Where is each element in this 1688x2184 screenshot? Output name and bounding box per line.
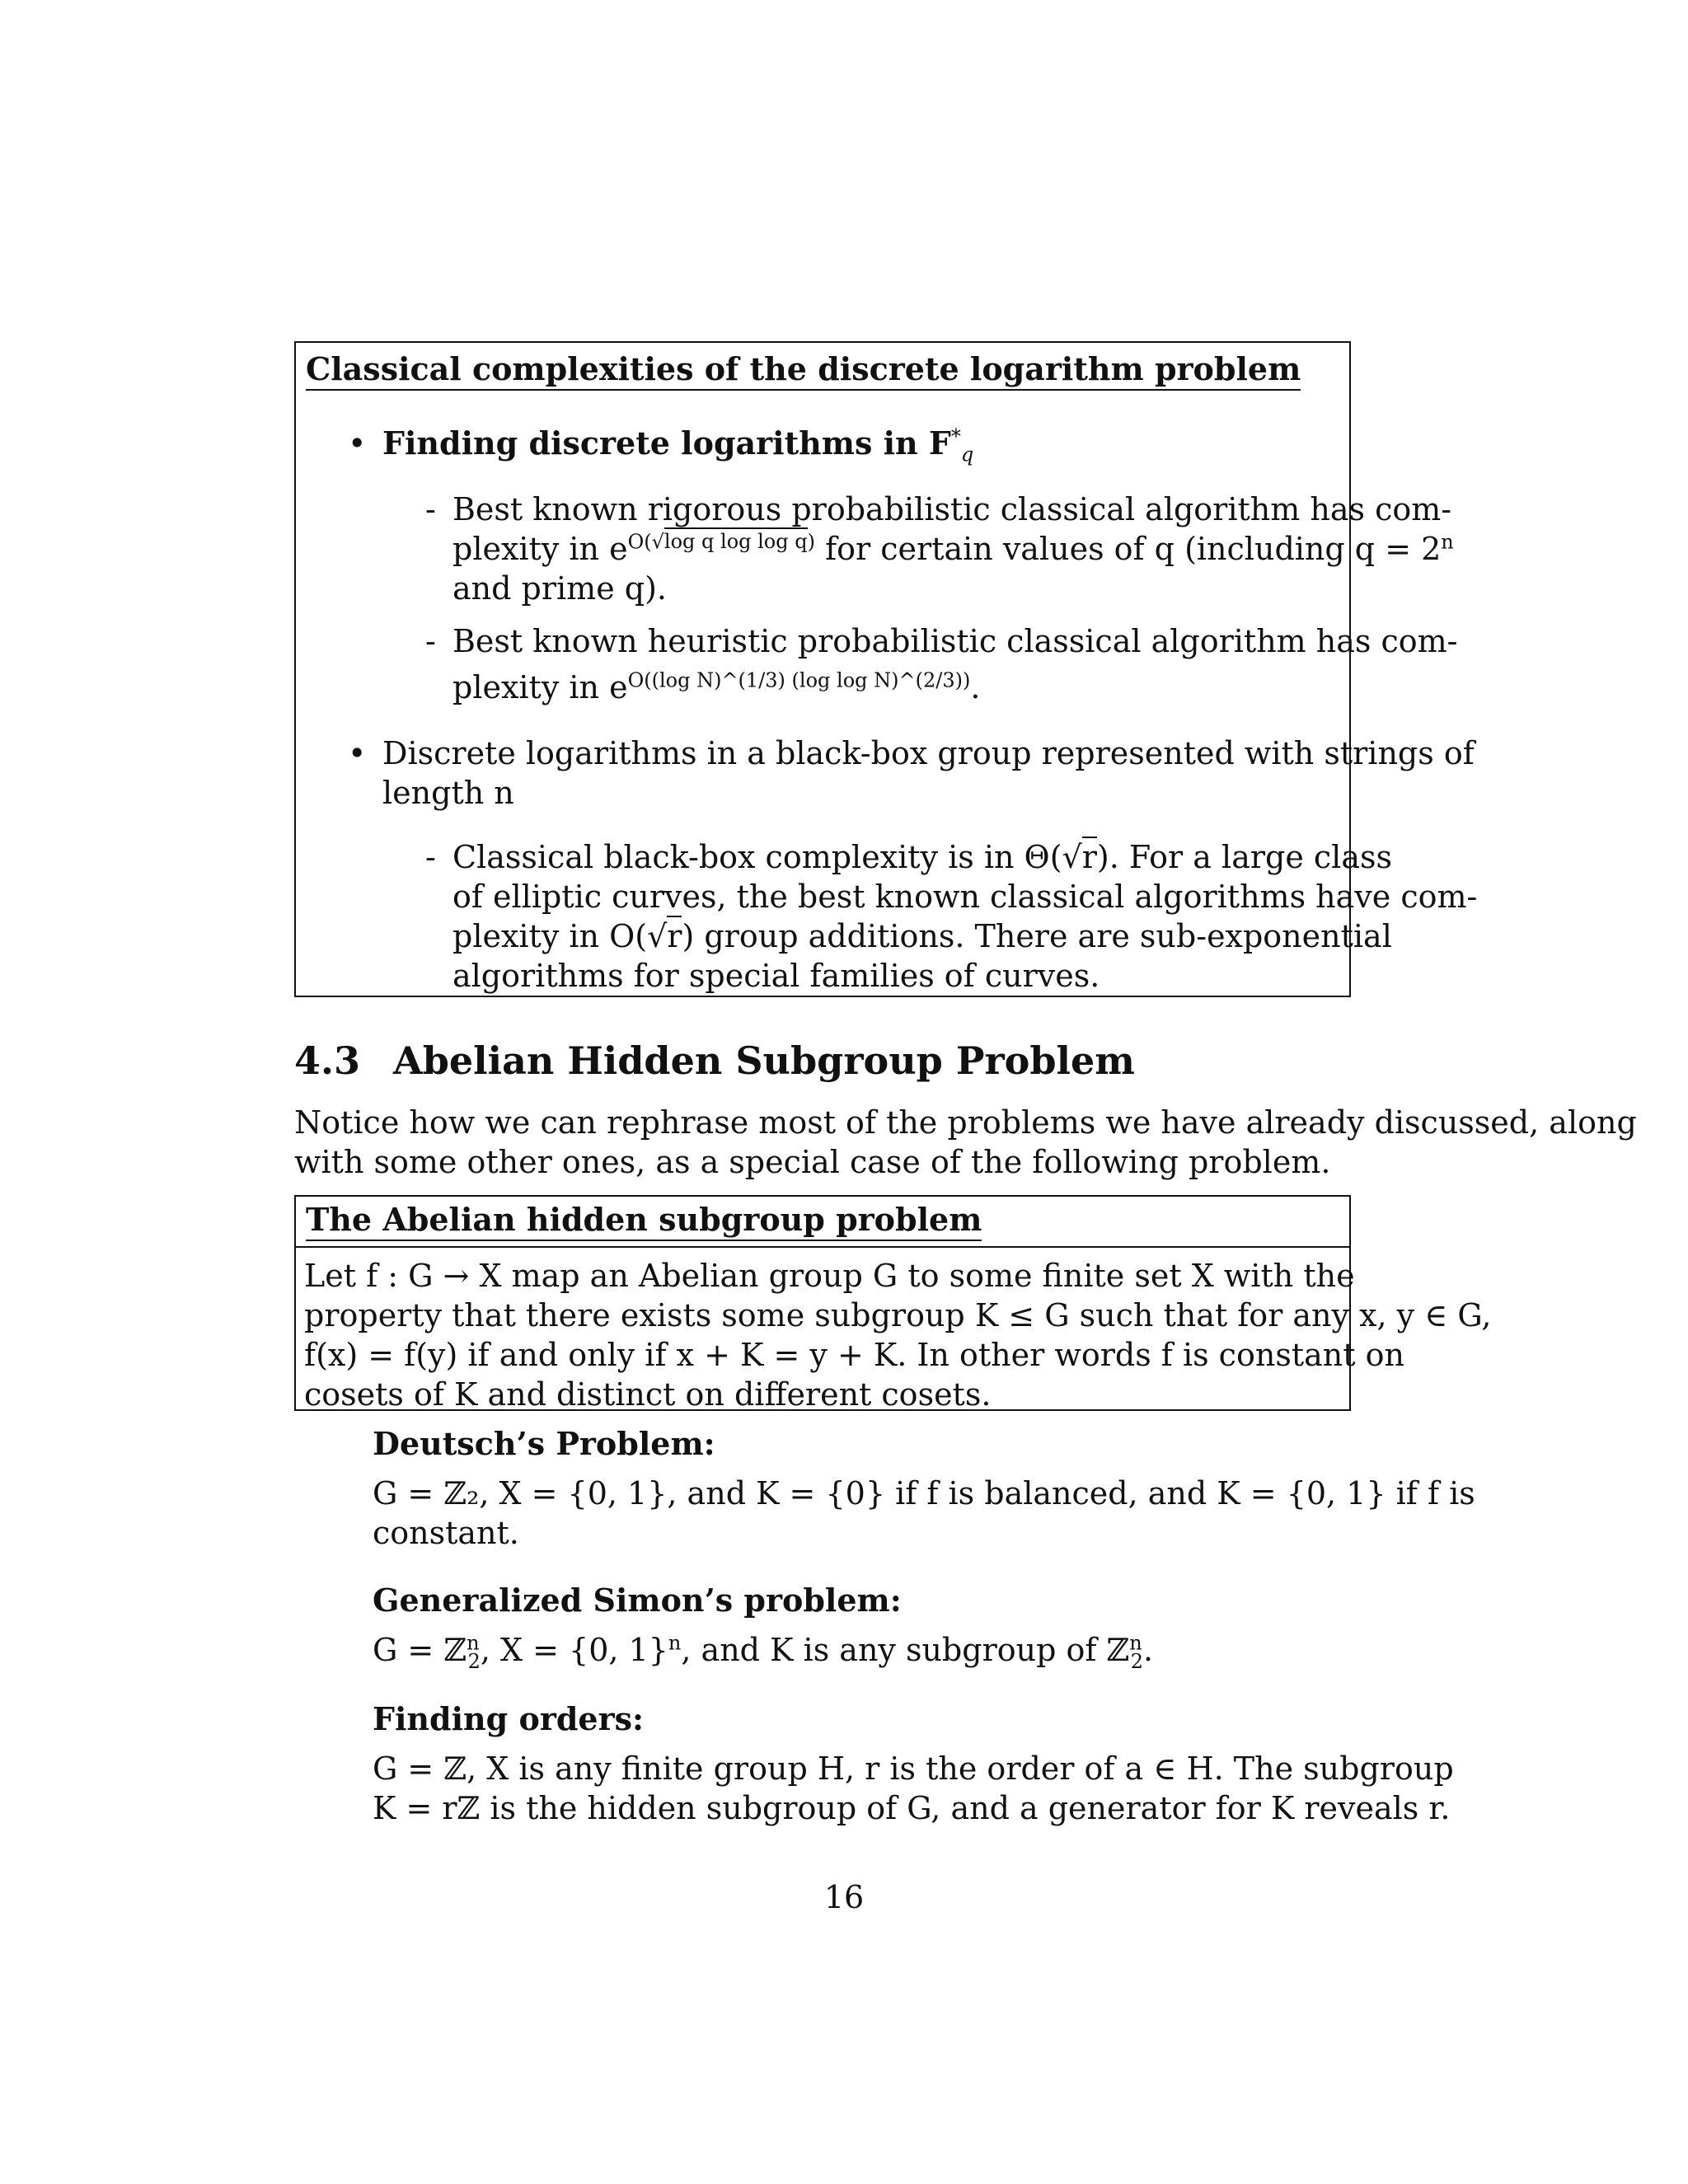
b2-sub1-line1: Classical black-box complexity is in Θ(√r). For a large class xyxy=(452,837,1392,877)
orders-line2: K = rℤ is the hidden subgroup of G, and a generator for K reveals r. xyxy=(373,1790,1451,1826)
simon-sup2: n xyxy=(668,1631,682,1655)
dash-marker: - xyxy=(425,491,436,527)
complexity-box-title: Classical complexities of the discrete logarithm problem xyxy=(306,349,1301,391)
simon-sub3: 2 xyxy=(1130,1649,1144,1673)
b2-l3-post: ) group additions. There are sub-exponential xyxy=(682,918,1392,954)
b2-sub1-line3: plexity in O(√r) group additions. There are sub-exponential xyxy=(452,916,1392,956)
deutsch-title: Deutsch’s Problem: xyxy=(373,1425,715,1462)
sub2-line2 xyxy=(452,668,980,707)
section-title: Abelian Hidden Subgroup Problem xyxy=(393,1038,1135,1083)
b2-l1-sqrt: r xyxy=(1082,837,1097,875)
sub2-line1: Best known heuristic probabilistic classical algorithm has com- xyxy=(452,623,1458,659)
dash-marker: - xyxy=(425,839,436,875)
simon-pre: G = ℤ xyxy=(373,1632,467,1668)
sub2-line2-post: . xyxy=(970,669,981,705)
sub1-line2-pre: plexity in e xyxy=(452,531,628,567)
sub1-line2-post: for certain values of q (including q = 2 xyxy=(815,531,1442,567)
simon-sub1: 2 xyxy=(467,1649,481,1673)
hsp-line4: cosets of K and distinct on different cosets. xyxy=(304,1376,992,1413)
bullet-marker: • xyxy=(348,735,367,771)
sub1-line1: Best known rigorous probabilistic classical algorithm has com- xyxy=(452,491,1452,527)
bullet-marker: • xyxy=(348,425,367,462)
exp-sqrt: log q log log q xyxy=(664,527,808,553)
hsp-line3: f(x) = f(y) if and only if x + K = y + K. In other words f is constant on xyxy=(304,1337,1404,1373)
bullet1-label: Finding discrete logarithms in F xyxy=(382,424,951,462)
b2-l1-pre: Classical black-box complexity is in Θ( xyxy=(452,839,1062,875)
deutsch-line1: G = ℤ₂, X = {0, 1}, and K = {0} if f is balanced, and K = {0, 1} if f is xyxy=(373,1475,1475,1511)
simon-mid2: , and K is any subgroup of ℤ xyxy=(681,1632,1130,1668)
intro-line2: with some other ones, as a special case of the following problem. xyxy=(294,1144,1331,1180)
b2-l1-post: ). For a large class xyxy=(1096,839,1392,875)
orders-title: Finding orders: xyxy=(373,1700,645,1737)
orders-line1: G = ℤ, X is any finite group H, r is the order of a ∈ H. The subgroup xyxy=(373,1750,1454,1787)
intro-line1: Notice how we can rephrase most of the problems we have already discussed, along xyxy=(294,1104,1637,1141)
hsp-line1: Let f : G → X map an Abelian group G to some finite set X with the xyxy=(304,1258,1355,1294)
hsp-box-title: The Abelian hidden subgroup problem xyxy=(306,1200,982,1241)
bullet1-text xyxy=(382,424,974,466)
sub2-line2-pre: plexity in e xyxy=(452,669,628,705)
hsp-line2: property that there exists some subgroup K ≤ G such that for any x, y ∈ G, xyxy=(304,1297,1492,1333)
section-heading xyxy=(294,1037,1135,1085)
simon-sup3: n xyxy=(1129,1631,1142,1655)
b2-l3-sqrt: r xyxy=(667,916,682,954)
simon-title: Generalized Simon’s problem: xyxy=(373,1582,902,1619)
section-number: 4.3 xyxy=(294,1038,361,1083)
b2-l3-pre: plexity in O( xyxy=(452,918,648,954)
sub1-line2: plexity in $e^{O(√log q log log q)}$ for certain values of q (including $q = 2^n$ xyxy=(452,529,1454,569)
complexity-box xyxy=(294,341,1478,997)
field-sub: q xyxy=(960,443,974,466)
simon-sup1: n xyxy=(467,1631,480,1655)
deutsch-line2: constant. xyxy=(373,1515,519,1551)
b2-sub1-line2: of elliptic curves, the best known classical algorithms have com- xyxy=(452,879,1478,915)
b2-sub1-line4: algorithms for special families of curves. xyxy=(452,958,1100,994)
page-number: 16 xyxy=(823,1879,865,1915)
field-sup: * xyxy=(950,424,961,448)
sub1-line2-sup: n xyxy=(1441,530,1454,554)
simon-line1 xyxy=(373,1630,1432,1673)
hsp-definition-box xyxy=(294,1195,1492,1413)
simon-mid: , X = {0, 1} xyxy=(480,1632,668,1668)
bullet2-line2: length n xyxy=(382,775,514,811)
bullet2-line1: Discrete logarithms in a black-box group represented with strings of xyxy=(382,735,1475,771)
dash-marker: - xyxy=(425,623,436,659)
title-rule xyxy=(296,1246,1349,1248)
sub1-line3: and prime q). xyxy=(452,570,668,607)
exp-post: ) xyxy=(807,530,815,554)
exp-pre: O( xyxy=(627,530,652,554)
sub2-exp: O((log N)^(1/3) (log log N)^(2/3)) xyxy=(627,668,971,692)
simon-end: . xyxy=(1143,1632,1154,1668)
